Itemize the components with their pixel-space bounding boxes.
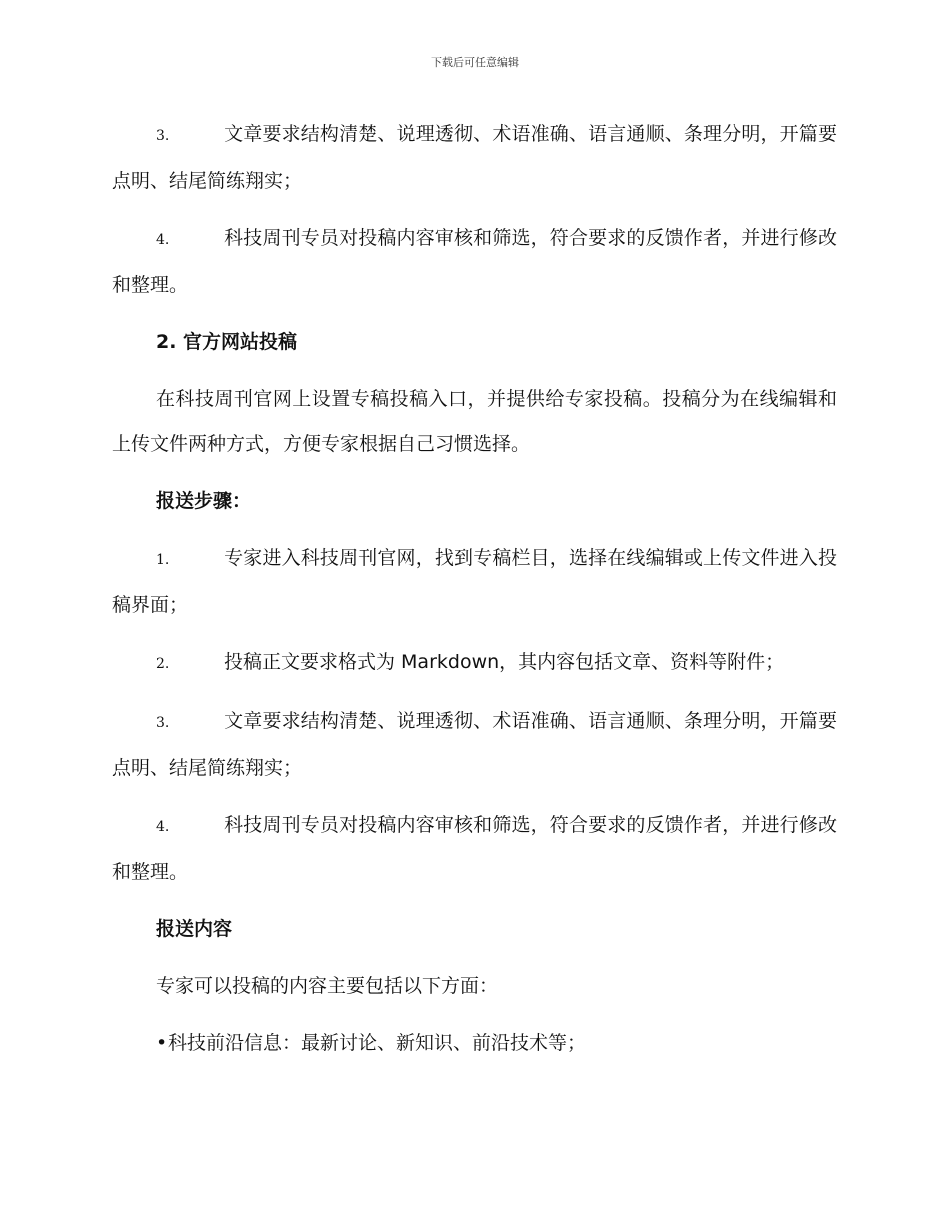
bullet-dot-icon: •: [156, 1032, 168, 1054]
list-number: 4.: [156, 232, 170, 248]
step-item-4: [112, 803, 837, 895]
step-text: 科技周刊专员对投稿内容审核和筛选，符合要求的反馈作者，并进行修改和整理。: [112, 814, 837, 883]
section-heading: 2. 官方网站投稿: [156, 331, 298, 353]
list-item-text: 文章要求结构清楚、说理透彻、术语准确、语言通顺、条理分明，开篇要点明、结尾简练翔实；: [112, 123, 837, 192]
list-item-3: [112, 112, 837, 204]
list-item-text: 科技周刊专员对投稿内容审核和筛选，符合要求的反馈作者，并进行修改和整理。: [112, 227, 837, 296]
list-number: 3.: [156, 128, 170, 144]
step-number: 2.: [156, 656, 170, 672]
content-heading: 报送内容: [156, 918, 233, 940]
section-intro-paragraph: 在科技周刊官网上设置专稿投稿入口，并提供给专家投稿。投稿分为在线编辑和上传文件两种方式，方便专家根据自己习惯选择。: [112, 388, 837, 455]
step-number: 3.: [156, 715, 170, 731]
step-item-3: [112, 699, 837, 791]
step-number: 4.: [156, 819, 170, 835]
bullet-item: [156, 1021, 837, 1066]
bullet-text: 科技前沿信息：最新讨论、新知识、前沿技术等；: [168, 1032, 587, 1054]
page-header-note: 下载后可任意编辑: [431, 56, 519, 69]
content-intro-paragraph: 专家可以投稿的内容主要包括以下方面：: [156, 975, 499, 997]
steps-heading: 报送步骤：: [156, 490, 252, 512]
document-body: [112, 112, 837, 1078]
step-text: 文章要求结构清楚、说理透彻、术语准确、语言通顺、条理分明，开篇要点明、结尾简练翔实；: [112, 710, 837, 779]
list-item-4: [112, 216, 837, 308]
step-item-1: [112, 536, 837, 628]
step-text: 专家进入科技周刊官网，找到专稿栏目，选择在线编辑或上传文件进入投稿界面；: [112, 547, 837, 616]
step-number: 1.: [156, 552, 170, 568]
step-item-2: [112, 640, 837, 687]
step-text: 投稿正文要求格式为 Markdown，其内容包括文章、资料等附件；: [224, 651, 785, 673]
